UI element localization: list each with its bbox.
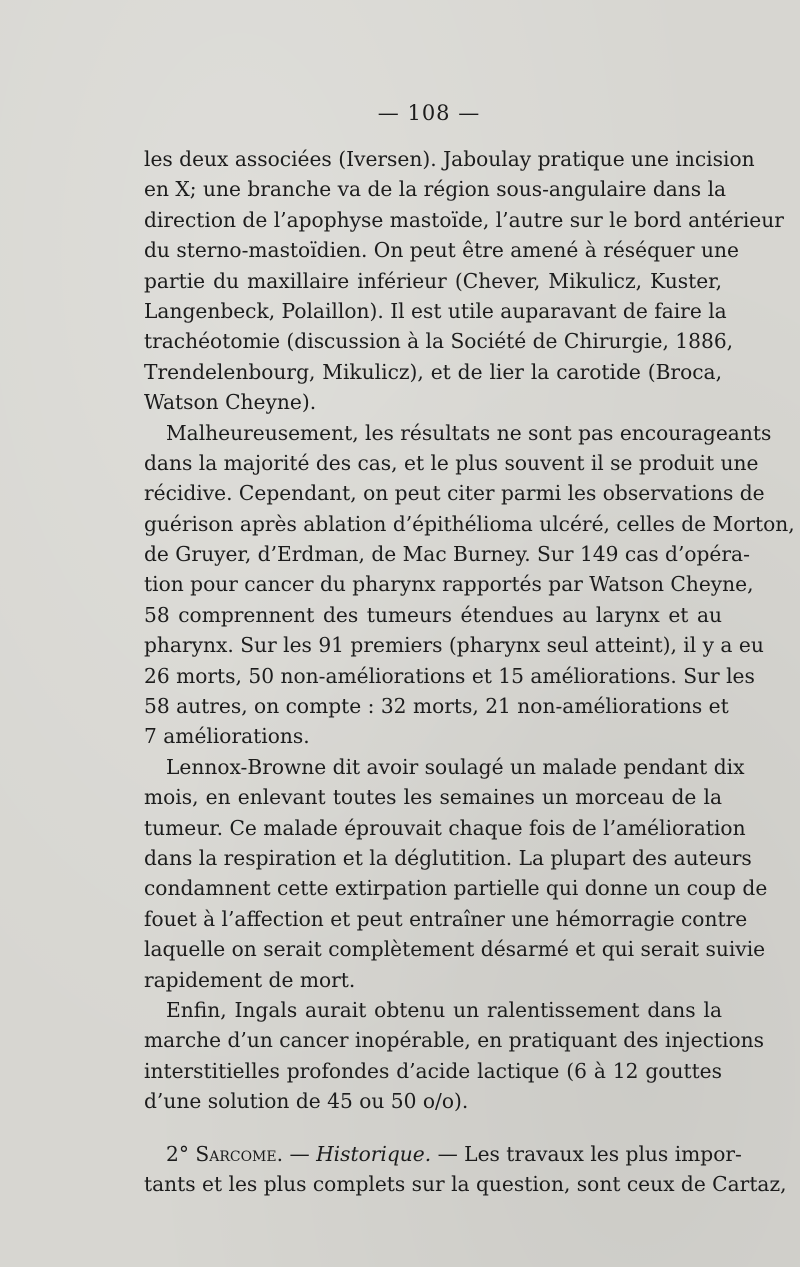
section-number: 2° — [166, 1141, 189, 1166]
text-line: fouet à l’affection et peut entraîner une hémorragie contre — [144, 906, 748, 931]
text-line: 58 comprennent des tumeurs étendues au larynx et au — [144, 602, 722, 627]
text-line: 7 améliorations. — [144, 724, 310, 749]
text-line: tumeur. Ce malade éprouvait chaque fois de l’amélioration — [144, 815, 746, 840]
section-text: — Les travaux les plus impor- — [437, 1141, 742, 1166]
text-line: laquelle on serait complètement désarmé et qui serait suivie — [144, 937, 766, 962]
section-dash: — — [289, 1141, 310, 1166]
text-line: dans la respiration et la déglutition. La plupart des auteurs — [144, 845, 752, 870]
text-line: pharynx. Sur les 91 premiers (pharynx seul atteint), il y a eu — [144, 633, 764, 658]
paragraph-start: Malheureusement, les résultats ne sont pas encourageants — [166, 420, 772, 445]
text-line: trachéotomie (discussion à la Société de Chirurgie, 1886, — [144, 329, 734, 354]
text-line: guérison après ablation d’épithélioma ulcéré, celles de Morton, — [144, 511, 795, 536]
text-line: Langenbeck, Polaillon). Il est utile auparavant de faire la — [144, 298, 727, 323]
paragraph-start: Enfin, Ingals aurait obtenu un ralentissement dans la — [166, 997, 722, 1022]
text-line: du sterno-mastoïdien. On peut être amené à réséquer une — [144, 238, 739, 263]
text-line: marche d’un cancer inopérable, en pratiquant des injections — [144, 1028, 764, 1053]
text-line: mois, en enlevant toutes les semaines un morceau de la — [144, 785, 722, 810]
section-subtitle: Historique. — [316, 1141, 432, 1166]
text-line: partie du maxillaire inférieur (Chever, Mikulicz, Kuster, — [144, 268, 722, 293]
text-line: interstitielles profondes d’acide lactique (6 à 12 gouttes — [144, 1058, 722, 1083]
text-line: les deux associées (Iversen). Jaboulay pratique une incision — [144, 147, 755, 171]
text-line: Trendelenbourg, Mikulicz), et de lier la carotide (Broca, — [144, 359, 722, 384]
text-line: de Gruyer, d’Erdman, de Mac Burney. Sur 149 cas d’opéra- — [144, 542, 750, 567]
text-line: 26 morts, 50 non-améliorations et 15 améliorations. Sur les — [144, 663, 755, 688]
text-line: direction de l’apophyse mastoïde, l’autre sur le bord antérieur — [144, 207, 784, 232]
text-line: Watson Cheyne). — [144, 390, 317, 415]
text-line: récidive. Cependant, on peut citer parmi les observations de — [144, 481, 765, 506]
text-line: 58 autres, on compte : 32 morts, 21 non-améliorations et — [144, 694, 729, 719]
page-number: — 108 — — [377, 101, 481, 125]
text-line: d’une solution de 45 ou 50 o/o). — [144, 1089, 469, 1114]
body-text — [144, 144, 795, 1199]
section-title: Sarcome. — [195, 1141, 284, 1166]
text-line: tants et les plus complets sur la question, sont ceux de Cartaz, — [144, 1171, 787, 1196]
text-line: en X; une branche va de la région sous-angulaire dans la — [144, 177, 727, 202]
text-line: condamnent cette extirpation partielle qui donne un coup de — [144, 876, 768, 901]
text-line: dans la majorité des cas, et le plus souvent il se produit une — [144, 450, 759, 475]
text-line: rapidement de mort. — [144, 967, 356, 992]
text-line: tion pour cancer du pharynx rapportés par Watson Cheyne, — [144, 572, 754, 597]
paragraph-start: Lennox-Browne dit avoir soulagé un malade pendant dix — [166, 754, 745, 779]
section-gap — [144, 1117, 722, 1139]
section-heading-line — [144, 1139, 742, 1169]
